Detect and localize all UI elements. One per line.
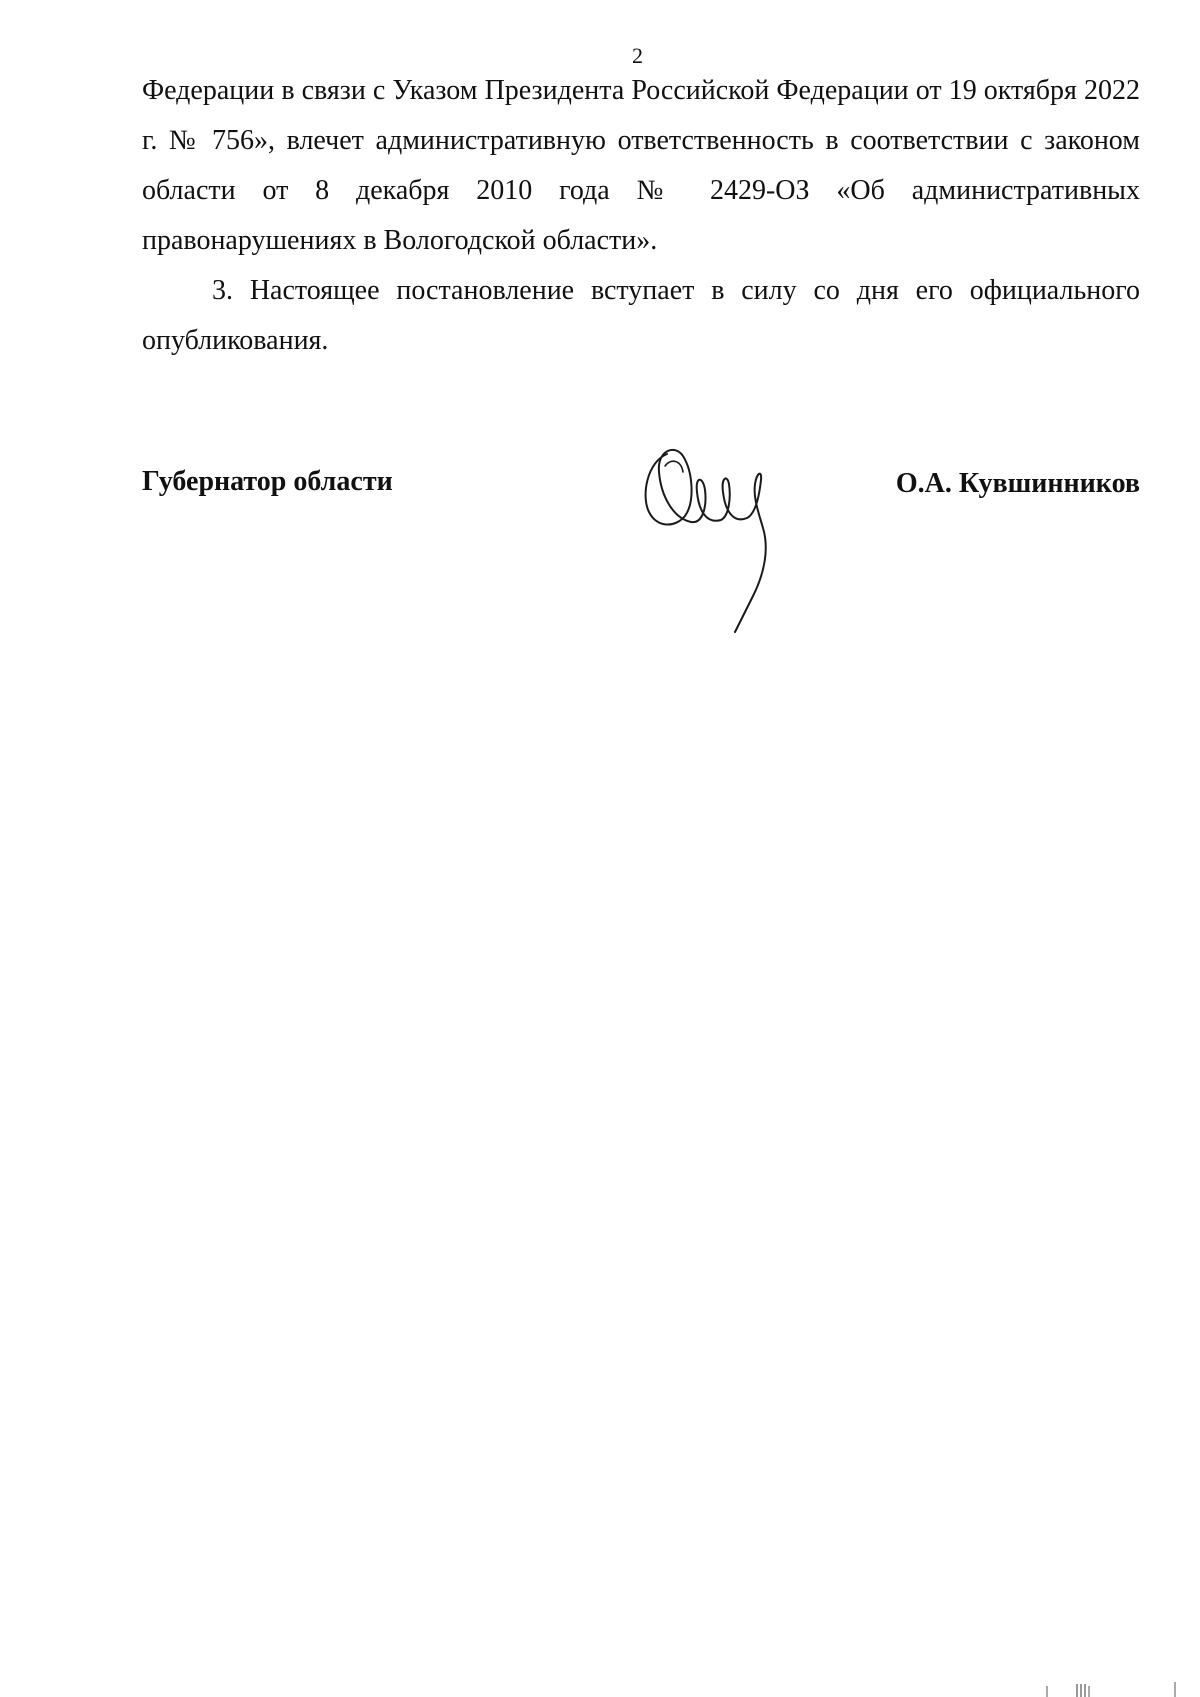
page-number: 2 [632,43,643,68]
signatory-position: Губернатор области [142,466,393,497]
paragraph-continuation: Федерации в связи с Указом Президента Российской Федерации от 19 октября 2022 г. № 756», влечет административную ответственность в соответствии с законом области от 8 декабря 2010 года № 2429-ОЗ «Об административных правонарушениях в Вологодской области». [142,75,1140,256]
signatory-name: О.А. Кувшинников [895,468,1140,499]
document-body [142,66,1140,366]
paragraph-3: 3. Настоящее постановление вступает в силу со дня его официального опубликования. [142,275,1140,356]
signature-block [142,460,1140,630]
scan-edge-marks [1045,1680,1185,1697]
handwritten-signature [635,436,785,636]
